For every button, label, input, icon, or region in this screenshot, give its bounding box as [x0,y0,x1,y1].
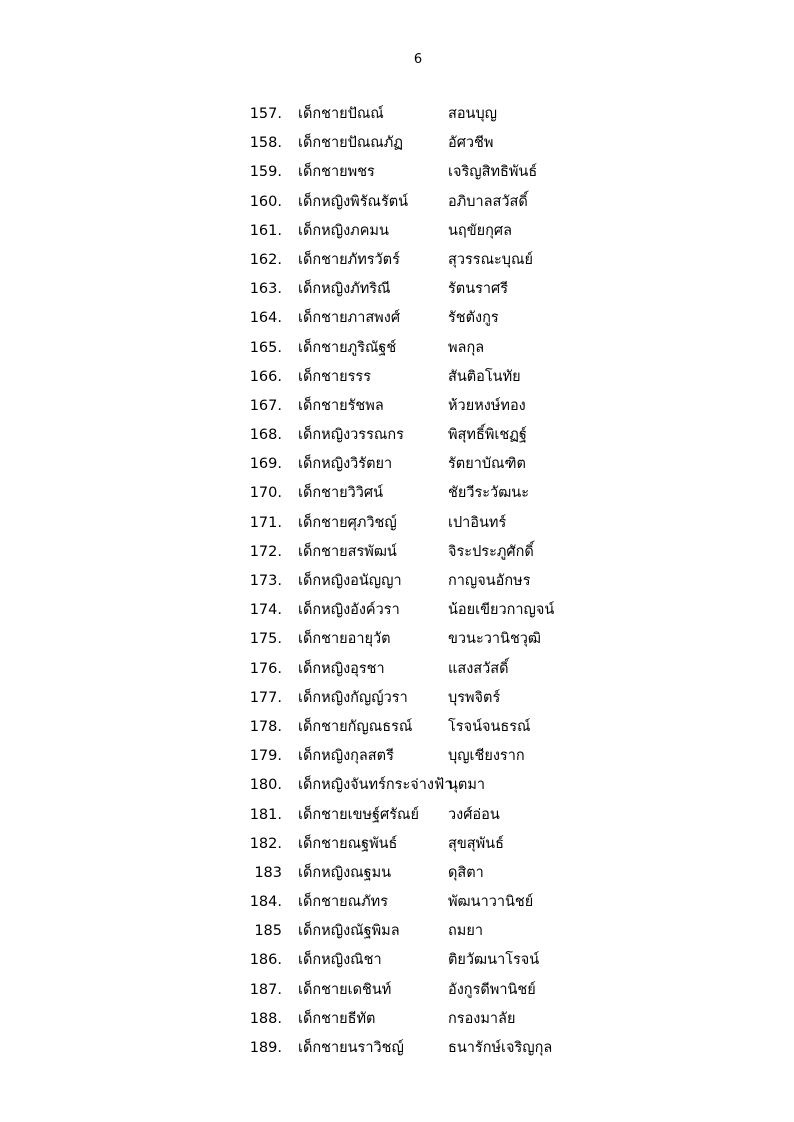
entry-number: 182. [249,835,282,852]
list-item [230,1005,590,1034]
last-name: อัศวชีพ [448,135,494,152]
last-name: บุรพจิตร์ [448,689,501,706]
entry-number: 158. [249,135,282,152]
last-name: อภิบาลสวัสดิ์ [448,193,528,210]
first-name: เด็กชายสรพัฒน์ [298,543,397,560]
last-name: พลกุล [448,339,485,356]
last-name: พิสุทธิ์พิเชฏฐ์ [448,427,527,444]
first-name: เด็กชายธีทัต [298,1010,376,1027]
entry-number: 184. [249,894,282,911]
entry-number: 175. [249,631,282,648]
entry-number: 169. [249,456,282,473]
first-name: เด็กชายวิวิศน์ [298,485,384,502]
list-item [230,655,590,684]
entry-number: 173. [249,573,282,589]
last-name: กรองมาลัย [448,1010,516,1027]
list-item [230,479,590,508]
first-name: เด็กหญิงณัฐพิมล [298,923,400,940]
list-item [230,742,590,771]
list-item [230,771,590,800]
last-name: ชัยวีระวัฒนะ [448,485,529,502]
first-name: เด็กหญิงอังค์วรา [298,602,400,619]
first-name: เด็กชายรรร [298,368,371,385]
entry-number: 159. [249,164,282,181]
entry-number: 187. [249,981,282,998]
last-name: ติยวัฒนาโรจน์ [448,952,540,969]
last-name: รัตนราศรี [448,281,509,298]
last-name: สุวรรณะบุณย์ [448,251,533,268]
first-name: เด็กหญิงณิชา [298,952,382,969]
last-name: ถมยา [448,923,483,940]
first-name: เด็กหญิงวิรัตยา [298,456,393,473]
list-item [230,421,590,450]
list-item [230,1034,590,1063]
entry-number: 167. [249,397,282,414]
last-name: รัตยาบัณฑิต [448,456,526,473]
list-item [230,713,590,742]
first-name: เด็กชายปัณณ์ [298,106,384,122]
entry-number: 170. [249,485,282,502]
first-name: เด็กหญิงอนัญญา [298,573,402,589]
list-item [230,158,590,187]
entry-number: 183 [254,864,282,881]
first-name: เด็กชายเดชินท์ [298,981,392,998]
list-item [230,509,590,538]
list-item [230,246,590,275]
first-name: เด็กหญิงภัทริณี [298,281,391,298]
list-item [230,100,590,129]
last-name: นฤขัยกุศล [448,222,512,239]
first-name: เด็กชายปัณณภัฏ [298,135,404,152]
entry-number: 171. [249,514,282,531]
last-name: สอนบุญ [448,106,498,122]
first-name: เด็กชายศุภวิชญ์ [298,514,397,531]
first-name: เด็กชายภัทรวัตร์ [298,251,400,268]
list-item [230,538,590,567]
list-item [230,596,590,625]
last-name: พัฒนาวานิชย์ [448,894,534,911]
name-list [230,100,590,1063]
first-name: เด็กชายณฐพันธ์ [298,835,398,852]
list-item [230,129,590,158]
first-name: เด็กหญิงอุรชา [298,660,385,677]
list-item [230,275,590,304]
first-name: เด็กหญิงพิรัณรัตน์ [298,193,409,210]
last-name: รัชตังกูร [448,310,499,327]
list-item [230,917,590,946]
last-name: นุตมา [448,777,486,794]
list-item [230,830,590,859]
list-item [230,392,590,421]
entry-number: 185 [254,923,282,940]
first-name: เด็กชายพชร [298,164,375,181]
first-name: เด็กชายภูริณัฐช์ [298,339,397,356]
list-item [230,976,590,1005]
first-name: เด็กหญิงวรรณกร [298,427,404,444]
entry-number: 168. [249,427,282,444]
first-name: เด็กหญิงกัญญ์วรา [298,689,408,706]
entry-number: 172. [249,543,282,560]
list-item [230,217,590,246]
entry-number: 165. [249,339,282,356]
entry-number: 166. [249,368,282,385]
last-name: สันติอโนทัย [448,368,521,385]
last-name: น้อยเขียวกาญจน์ [448,602,555,619]
list-item [230,188,590,217]
first-name: เด็กชายนราวิชญ์ [298,1040,404,1056]
list-item [230,946,590,975]
first-name: เด็กชายรัชพล [298,397,384,414]
first-name: เด็กชายเขษฐ์ศรัณย์ [298,806,419,823]
entry-number: 181. [249,806,282,823]
entry-number: 161. [249,222,282,239]
entry-number: 189. [249,1040,282,1056]
list-item [230,888,590,917]
last-name: ห้วยหงษ์ทอง [448,397,526,414]
first-name: เด็กหญิงจันทร์กระจ่างฟ้า [298,777,453,794]
first-name: เด็กชายณภัทร [298,894,388,911]
entry-number: 160. [249,193,282,210]
entry-number: 179. [249,748,282,765]
list-item [230,684,590,713]
last-name: กาญจนอักษร [448,573,531,589]
last-name: โรจน์จนธรณ์ [448,718,531,735]
page-number: 6 [413,52,423,67]
list-item [230,363,590,392]
entry-number: 177. [249,689,282,706]
list-item [230,334,590,363]
first-name: เด็กชายอายุวัต [298,631,391,648]
first-name: เด็กชายภาสพงศ์ [298,310,401,327]
first-name: เด็กหญิงณฐมน [298,864,392,881]
last-name: ขวนะวานิชวุฒิ [448,631,542,648]
last-name: เจริญสิทธิพันธ์ [448,164,538,181]
last-name: ธนารักษ์เจริญกุล [448,1040,553,1056]
last-name: จิระประภูศักดิ์ [448,543,534,560]
last-name: วงศ์อ่อน [448,806,500,823]
list-item [230,304,590,333]
first-name: เด็กชายกัญณธรณ์ [298,718,413,735]
first-name: เด็กหญิงภคมน [298,222,389,239]
entry-number: 176. [249,660,282,677]
last-name: สุขสุพันธ์ [448,835,504,852]
last-name: บุญเชียงราก [448,748,525,765]
entry-number: 178. [249,718,282,735]
last-name: เปาอินทร์ [448,514,507,531]
list-item [230,859,590,888]
last-name: แสงสวัสดิ์ [448,660,509,677]
entry-number: 188. [249,1010,282,1027]
entry-number: 157. [249,106,282,122]
entry-number: 174. [249,602,282,619]
entry-number: 164. [249,310,282,327]
entry-number: 180. [249,777,282,794]
list-item [230,567,590,596]
first-name: เด็กหญิงกุลสตรี [298,748,394,765]
entry-number: 162. [249,251,282,268]
entry-number: 186. [249,952,282,969]
list-item [230,450,590,479]
entry-number: 163. [249,281,282,298]
list-item [230,801,590,830]
last-name: ดุสิตา [448,864,484,881]
list-item [230,625,590,654]
last-name: อังกูรดีพานิชย์ [448,981,536,998]
